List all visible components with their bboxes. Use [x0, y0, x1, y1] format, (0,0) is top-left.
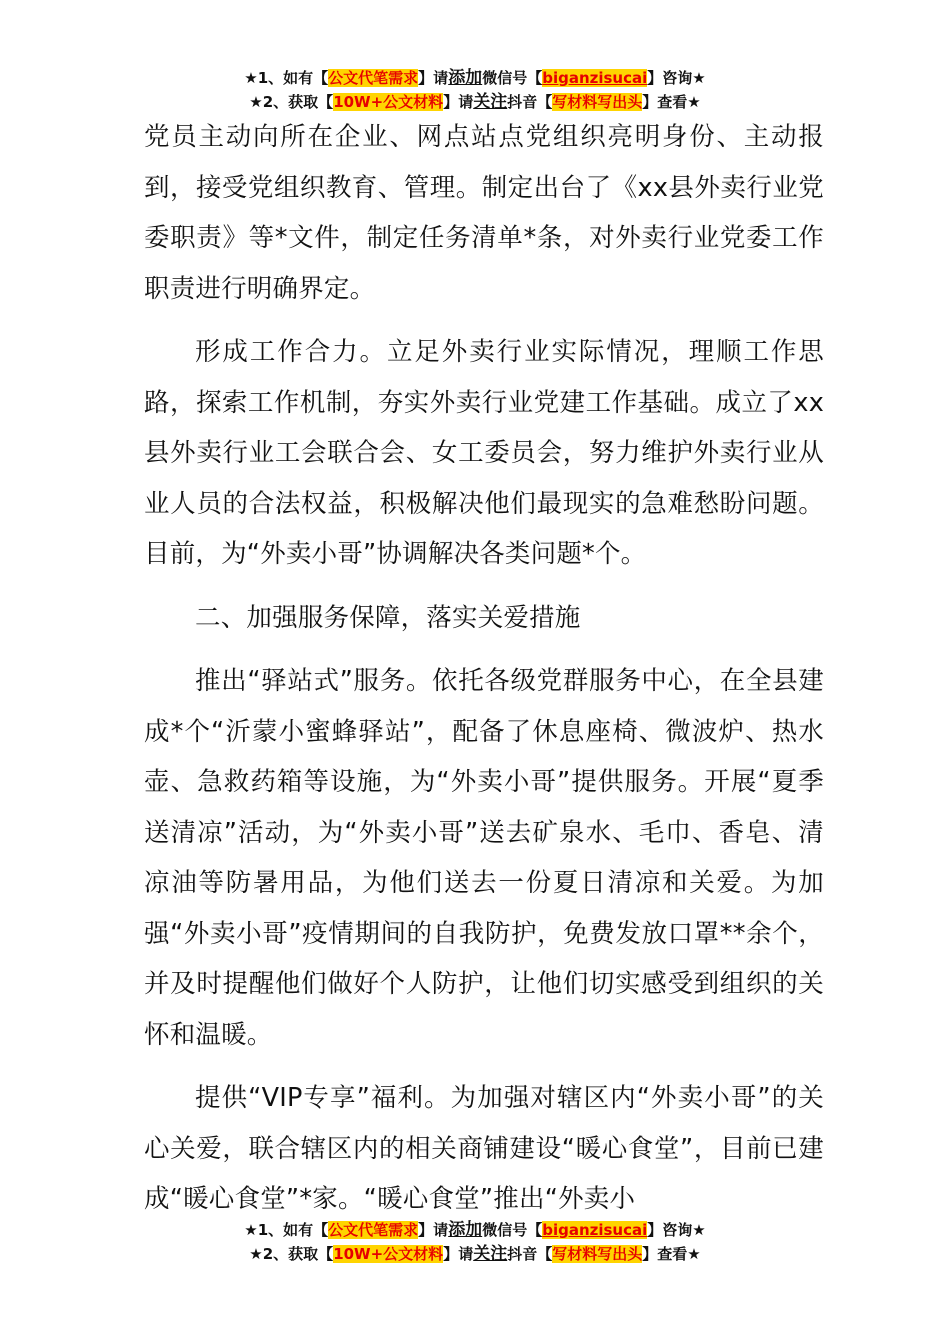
douyin-account-highlight[interactable]: 写材料写出头 [552, 93, 643, 111]
banner-emphasis: 添加 [448, 68, 483, 88]
douyin-account-highlight[interactable]: 写材料写出头 [552, 1245, 643, 1263]
banner-text: 】请 [418, 69, 449, 87]
highlight-service: 公文代笔需求 [328, 69, 419, 87]
banner-text: 】咨询★ [647, 69, 706, 87]
banner-text: 】查看★ [642, 1245, 701, 1263]
banner-line-2 [0, 90, 950, 114]
banner-text: 】查看★ [642, 93, 701, 111]
banner-text: 抖音【 [507, 1245, 553, 1263]
banner-emphasis: 添加 [448, 1220, 483, 1240]
wechat-id-link[interactable]: biganzisucai [542, 1221, 648, 1239]
highlight-materials: 10W+公文材料 [333, 93, 444, 111]
banner-text: ★1、如有【 [244, 69, 329, 87]
banner-line-2 [0, 1242, 950, 1266]
banner-text: 微信号【 [482, 69, 543, 87]
paragraph-work-synergy: 形成工作合力。立足外卖行业实际情况，理顺工作思路，探索工作机制，夯实外卖行业党建工作基础。成立了xx县外卖行业工会联合会、女工委员会，努力维护外卖行业从业人员的合法权益，积极解决他们最现实的急难愁盼问题。目前，为“外卖小哥”协调解决各类问题*个。 [144, 337, 824, 569]
banner-text: ★2、获取【 [249, 93, 334, 111]
header-banner [0, 66, 950, 114]
banner-text: 微信号【 [482, 1221, 543, 1239]
banner-text: ★1、如有【 [244, 1221, 329, 1239]
section-heading: 二、加强服务保障，落实关爱措施 [195, 602, 581, 633]
banner-emphasis: 关注 [473, 92, 508, 112]
banner-line-1 [0, 1218, 950, 1242]
banner-text: 】咨询★ [647, 1221, 706, 1239]
banner-text: 】请 [443, 93, 474, 111]
highlight-materials: 10W+公文材料 [333, 1245, 444, 1263]
banner-text: 抖音【 [507, 93, 553, 111]
banner-text: 】请 [418, 1221, 449, 1239]
wechat-id-link[interactable]: biganzisucai [542, 69, 648, 87]
banner-text: 】请 [443, 1245, 474, 1263]
banner-line-1 [0, 66, 950, 90]
paragraph-continued: 党员主动向所在企业、网点站点党组织亮明身份、主动报到，接受党组织教育、管理。制定出台了《xx县外卖行业党委职责》等*文件，制定任务清单*条，对外卖行业党委工作职责进行明确界定。 [144, 122, 824, 304]
highlight-service: 公文代笔需求 [328, 1221, 419, 1239]
paragraph-station-service: 推出“驿站式”服务。依托各级党群服务中心，在全县建成*个“沂蒙小蜜蜂驿站”，配备了休息座椅、微波炉、热水壶、急救药箱等设施，为“外卖小哥”提供服务。开展“夏季送清凉”活动，为“外卖小哥”送去矿泉水、毛巾、香皂、清凉油等防暑用品，为他们送去一份夏日清凉和关爱。为加强“外卖小哥”疫情期间的自我防护，免费发放口罩**余个，并及时提醒他们做好个人防护，让他们切实感受到组织的关怀和温暖。 [144, 666, 824, 1050]
banner-text: ★2、获取【 [249, 1245, 334, 1263]
banner-emphasis: 关注 [473, 1244, 508, 1264]
document-body [144, 112, 824, 1238]
paragraph-vip-benefits: 提供“VIP专享”福利。为加强对辖区内“外卖小哥”的关心关爱，联合辖区内的相关商铺建设“暖心食堂”，目前已建成“暖心食堂”*家。“暖心食堂”推出“外卖小 [144, 1083, 824, 1214]
footer-banner [0, 1218, 950, 1266]
